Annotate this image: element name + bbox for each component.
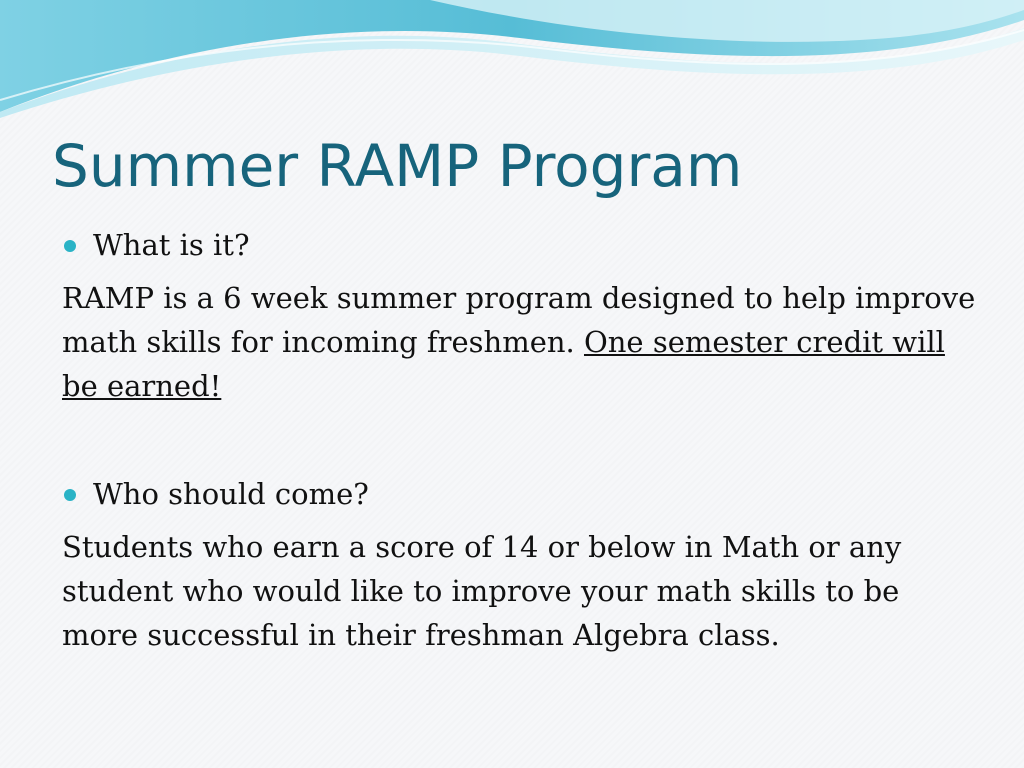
bullet-label: What is it? (93, 228, 250, 262)
eligibility-text: Students who earn a score of 14 or below in Math or any student who would like to improve your math skills to be more successful in their freshman Algebra class. (62, 530, 902, 652)
bullet-dot-icon (64, 240, 76, 252)
bullet-dot-icon (64, 489, 76, 501)
slide-title: Summer RAMP Program (52, 132, 743, 200)
credit-emphasis: One semester credit will be earned! (62, 325, 945, 403)
bullet-label: Who should come? (93, 477, 369, 511)
description-text: RAMP is a 6 week summer program designed to help improve math skills for incoming freshmen. (62, 281, 976, 359)
eligibility-paragraph (62, 525, 982, 657)
decorative-wave-banner (0, 0, 1024, 120)
description-paragraph (62, 276, 982, 408)
